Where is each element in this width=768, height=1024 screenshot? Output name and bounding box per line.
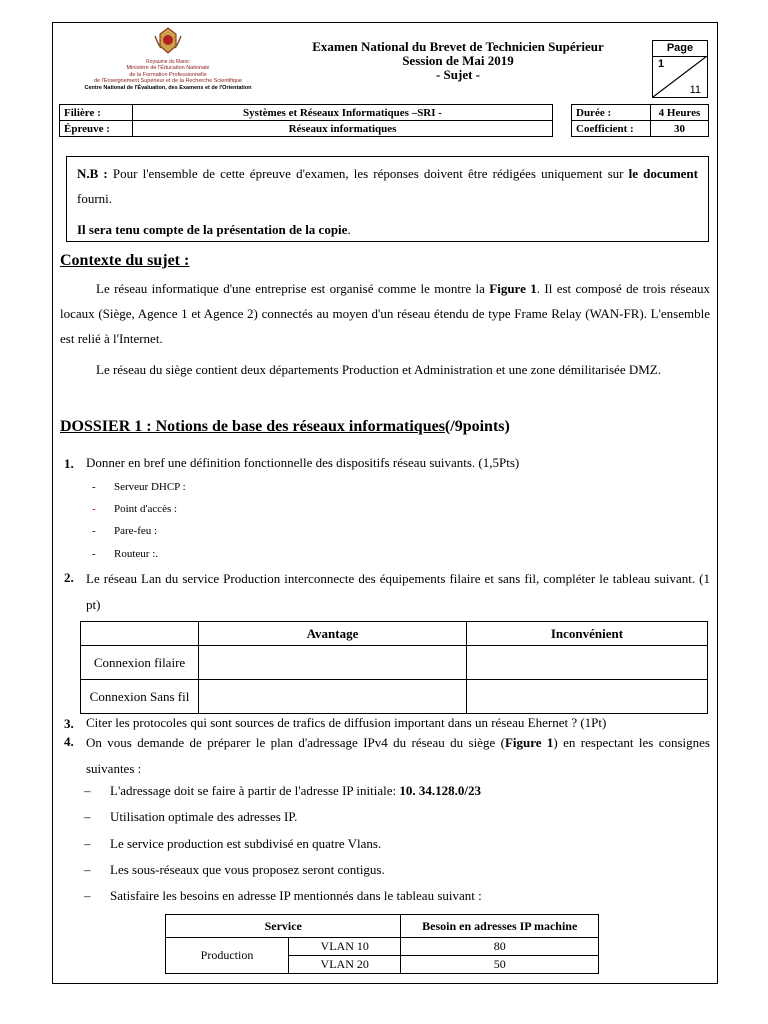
list-item: – Utilisation optimale des adresses IP.	[84, 809, 298, 824]
list-item: - Point d'accès :	[92, 503, 178, 515]
context-text: Le réseau informatique d'une entreprise est organisé comme le montre la	[96, 281, 490, 296]
vlan-cell: VLAN 10	[289, 938, 401, 956]
logo-line: Ministère de l'Éducation Nationale	[126, 65, 210, 71]
question-text	[86, 730, 710, 782]
table-header: Service	[166, 915, 401, 938]
list-item: - Pare-feu :	[92, 525, 158, 537]
item-text: Les sous-réseaux que vous proposez seront contigus.	[110, 862, 385, 877]
q4-text: ) en respectant les consignes suivantes :	[86, 735, 710, 776]
subject-info-table	[59, 104, 553, 137]
nb-presentation: Il sera tenu compte de la présentation de la copie	[77, 222, 348, 237]
question-number: 3.	[64, 716, 74, 731]
page-total: 11	[689, 84, 701, 96]
context-heading: Contexte du sujet :	[60, 252, 190, 269]
context-paragraph: Le réseau du siège contient deux départements Production et Administration et une zone démilitarisée DMZ.	[96, 362, 661, 377]
nb-line	[77, 161, 698, 211]
exam-title	[290, 40, 626, 82]
list-item: - Serveur DHCP :	[92, 481, 186, 493]
answer-cell[interactable]	[467, 646, 708, 680]
filiere-label: Filière :	[60, 105, 133, 121]
need-cell: 50	[401, 956, 599, 974]
nb-label: N.B :	[77, 166, 108, 181]
context-paragraph	[60, 276, 710, 351]
item-text: Serveur DHCP :	[114, 481, 186, 493]
page-number-box	[652, 40, 708, 98]
figure-ref: Figure 1	[489, 281, 537, 296]
dossier-title: DOSSIER 1 : Notions de base des réseaux informatiques	[60, 418, 445, 435]
row-label: Connexion Sans fil	[81, 680, 199, 714]
nb-text: Pour l'ensemble de cette épreuve d'examen, les réponses doivent être rédigées uniquement sur	[107, 166, 629, 181]
item-text: Utilisation optimale des adresses IP.	[110, 809, 298, 824]
duree-value: 4 Heures	[651, 105, 709, 121]
epreuve-value: Réseaux informatiques	[133, 121, 553, 137]
service-cell: Production	[166, 938, 289, 974]
comparison-table	[80, 621, 708, 714]
list-item: - Routeur :.	[92, 548, 158, 560]
question-text: Citer les protocoles qui sont sources de trafics de diffusion important dans un réseau Ehernet ? (1Pt)	[86, 715, 607, 730]
dossier-points: (/9points)	[444, 418, 510, 435]
initial-ip: 10. 34.128.0/23	[399, 783, 481, 798]
need-cell: 80	[401, 938, 599, 956]
item-text: L'adressage doit se faire à partir de l'adresse IP initiale:	[110, 783, 400, 798]
answer-cell[interactable]	[199, 646, 467, 680]
logo-line: Centre National de l'Évaluation, des Examens et de l'Orientation	[84, 84, 252, 91]
context-text: . Il est composé de trois réseaux locaux (Siège, Agence 1 et Agence 2) connectés au moyen d'un réseau étendu de type Frame Relay (WAN-FR). L'ensemble est relié à l'Internet.	[60, 281, 710, 346]
list-item: – Le service production est subdivisé en quatre Vlans.	[84, 836, 382, 851]
item-text: Le service production est subdivisé en quatre Vlans.	[110, 836, 382, 851]
table-header: Inconvénient	[467, 622, 708, 646]
table-header	[81, 622, 199, 646]
nb-text: fourni.	[77, 191, 113, 206]
logo-line: Royaume du Maroc	[146, 59, 190, 65]
question-text: Le réseau Lan du service Production interconnecte des équipements filaire et sans fil, compléter le tableau suivant. (1 pt)	[86, 571, 710, 612]
nb-line	[77, 217, 698, 242]
item-text: Pare-feu :	[114, 525, 158, 537]
coat-of-arms-icon	[152, 26, 184, 56]
nb-bold: le document	[628, 166, 698, 181]
table-header: Besoin en adresses IP machine	[401, 915, 599, 938]
q4-text: On vous demande de préparer le plan d'adressage IPv4 du réseau du siège (	[86, 735, 505, 750]
nb-notice-box	[66, 156, 709, 242]
question-number: 2.	[64, 570, 74, 585]
exam-title-line: Examen National du Brevet de Technicien Supérieur	[312, 39, 604, 54]
filiere-value: Systèmes et Réseaux Informatiques –SRI -	[133, 105, 553, 121]
list-item: – L'adressage doit se faire à partir de l'adresse IP initiale: 10. 34.128.0/23	[84, 783, 481, 798]
list-item: – Les sous-réseaux que vous proposez seront contigus.	[84, 862, 385, 877]
question-number: 1.	[64, 456, 74, 471]
row-label: Connexion filaire	[81, 646, 199, 680]
exam-session: Session de Mai 2019	[402, 53, 514, 68]
answer-cell[interactable]	[199, 680, 467, 714]
logo-line: de la Formation Professionnelle	[129, 71, 207, 78]
list-item: – Satisfaire les besoins en adresse IP mentionnés dans le tableau suivant :	[84, 888, 482, 903]
question-number: 4.	[64, 734, 74, 749]
question-text: Donner en bref une définition fonctionnelle des dispositifs réseau suivants. (1,5Pts)	[86, 455, 520, 470]
ministry-logo	[58, 26, 278, 96]
table-header: Avantage	[199, 622, 467, 646]
page-label: Page	[653, 41, 707, 57]
nb-text: .	[347, 222, 351, 237]
ip-needs-table	[165, 914, 599, 974]
duree-label: Durée :	[572, 105, 651, 121]
exam-type: - Sujet -	[435, 67, 481, 82]
item-text: Point d'accès :	[114, 503, 178, 515]
item-text: Routeur :.	[114, 548, 158, 560]
coef-value: 30	[651, 121, 709, 137]
page-current: 1	[658, 58, 665, 70]
vlan-cell: VLAN 20	[289, 956, 401, 974]
figure-ref: Figure 1	[504, 735, 554, 750]
epreuve-label: Épreuve :	[60, 121, 133, 137]
duration-table	[571, 104, 709, 137]
logo-line: de l'Enseignement Supérieur et de la Recherche Scientifique	[93, 78, 243, 84]
answer-cell[interactable]	[467, 680, 708, 714]
item-text: Satisfaire les besoins en adresse IP mentionnés dans le tableau suivant :	[110, 888, 482, 903]
dossier-heading	[60, 418, 510, 436]
coef-label: Coefficient :	[572, 121, 651, 137]
